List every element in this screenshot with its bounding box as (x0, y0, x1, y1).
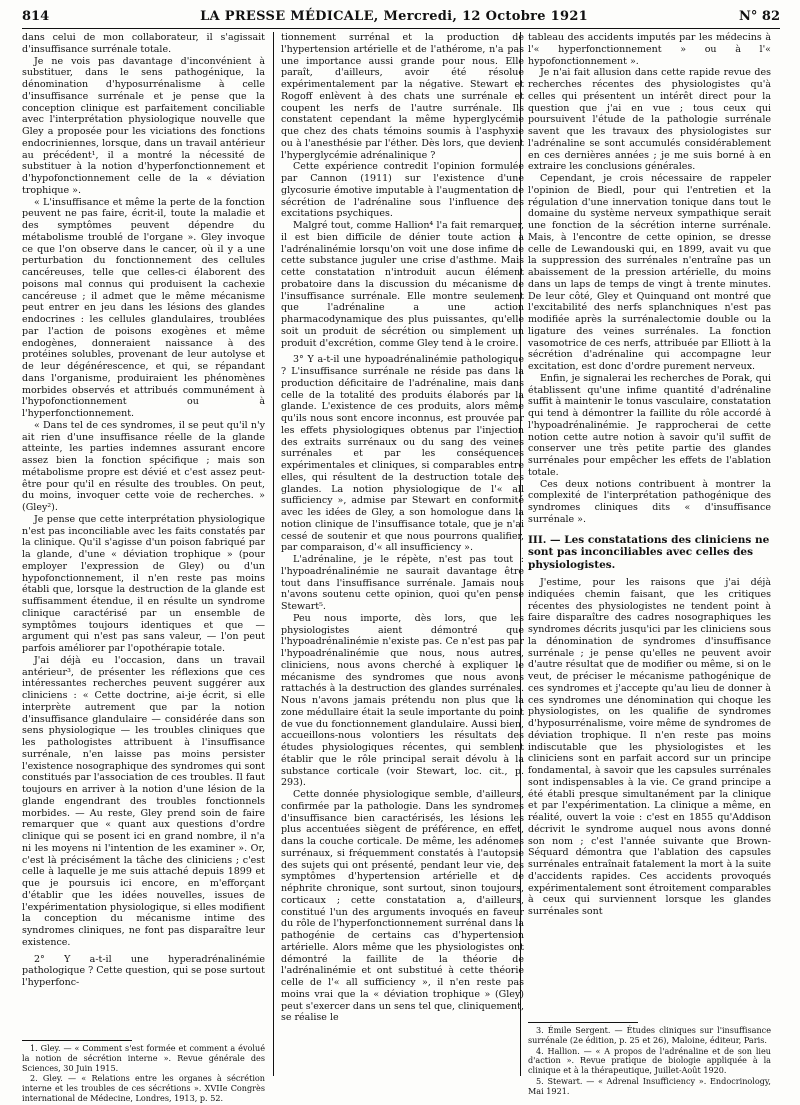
paragraph: L'adrénaline, je le répète, n'est pas tout : l'hypoadrénalinémie ne saurait davantage être tout dans l'insuffisance surrénale. Jamais nous n'avons soutenu cette opinion, quoi qu'en pense Stewart⁵. (281, 554, 524, 612)
footnote-rule (22, 1040, 132, 1041)
subsection-paragraph: 3° Y a-t-il une hypoadrénalinémie pathologique ? L'insuffisance surrénale ne réside pas dans la production déficitaire de l'adrénaline, mais dans celle de la totalité des produits élaborés par la glande. L'existence de ces produits, alors même qu'ils nous sont encore inconnus, est prouvée par les effets physiologiques obtenus par l'injection des extraits surrénaux ou du sang des veines surrénales et par les conséquences expérimentales et cliniques, si comparables entre elles, qui résultent de la destruction totale des glandes. La notion physiologique de l'« all sufficiency », admise par Stewart en conformité avec les idées de Gley, a son homologue dans la notion clinique de l'insuffisance totale, que je n'ai cessé de soutenir et que nous pourrons qualifier, par comparaison, d'« all insufficiency ». (281, 354, 524, 554)
footnote: 3. Émile Sergent. — Études cliniques sur l'insuffisance surrénale (2e édition, p. 25 et 26), Maloine, éditeur, Paris. (528, 1025, 771, 1045)
paragraph: « Dans tel de ces syndromes, il se peut qu'il n'y ait rien d'une insuffisance réelle de la glande atteinte, les parties indemnes assurant encore assez bien la fonction spécifique ; mais son métabolisme propre est dévié et c'est assez peut-être pour qu'il en résulte des troubles. On peut, du moins, invoquer cette voie de recherches. » (Gley²). (22, 419, 265, 513)
paragraph: Je pense que cette interprétation physiologique n'est pas inconciliable avec les faits constatés par la clinique. Qu'il s'agisse d'un poison fabriqué par la glande, d'une « déviation trophique » (pour employer l'expression de Gley) ou d'un hypofonctionnement, il n'en reste pas moins établi que, lorsque la destruction de la glande est suffisamment étendue, il en résulte un syndrome clinique caractérisé par un ensemble de symptômes toujours identiques et que — argument qui n'est pas sans valeur, — l'on peut parfois améliorer par l'opothérapie totale. (22, 513, 265, 654)
column-2 (281, 32, 524, 1072)
paragraph: J'estime, pour les raisons que j'ai déjà indiquées chemin faisant, que les critiques récentes des physiologistes ne tendent point à faire disparaître des cadres nosographiques les syndromes décrits jusqu'ici par les cliniciens sous la dénomination de syndromes d'insuffisance surrénale ; je pense qu'elles ne peuvent avoir d'autre résultat que de modifier ou même, si on le veut, de préciser le mécanisme pathogénique de ces syndromes et j'accepte qu'au lieu de donner à ces syndromes une dénomination qui choque les physiologistes, on les qualifie de syndromes d'hyposurrénalisme, voire même de syndromes de déviation trophique. Il n'en reste pas moins indiscutable que les physiologistes et les cliniciens sont en parfait accord sur un principe fondamental, à savoir que les capsules surrénales sont indispensables à la vie. Ce grand principe a été établi presque simultanément par la clinique et par l'expérimentation. La clinique a même, en réalité, ouvert la voie : c'est en 1855 qu'Addison décrivit le syndrome auquel nous avons donné son nom ; c'est l'année suivante que Brown-Séquard démontra que l'ablation des capsules surrénales entraînait fatalement la mort à la suite d'accidents rapides. Ces accidents provoqués expérimentalement sont étroitement comparables à ceux qui surviennent lorsque les glandes surrénales sont (528, 577, 771, 917)
column-1 (22, 32, 265, 1047)
subsection-paragraph: 2° Y a-t-il une hyperadrénalinémie pathologique ? Cette question, qui se pose surtout l'hyperfonc- (22, 953, 265, 988)
paragraph: tionnement surrénal et la production de l'hypertension artérielle et de l'athérome, n'a pas une importance aussi grande pour nous. Elle paraît, d'ailleurs, avoir été résolue expérimentalement par la négative. Stewart et Rogoff enlèvent à des chats une surrénale et coupent les nerfs de l'autre surrénale. Ils constatent cependant la même hyperglycémie que chez des chats témoins soumis à l'asphyxie ou à l'anesthésie par l'éther. Dès lors, que devient l'hyperglycémie adrénalinique ? (281, 32, 524, 161)
paragraph: J'ai déjà eu l'occasion, dans un travail antérieur³, de présenter les réflexions que ces intéressantes recherches peuvent suggérer aux cliniciens : « Cette doctrine, ai-je écrit, si elle interprète autrement que par la notion d'insuffisance glandulaire — considérée dans son sens physiologique — les troubles cliniques que les pathologistes attribuent à l'insuffisance surrénale, n'en laisse pas moins persister l'existence nosographique des syndromes qui sont constitués par l'association de ces troubles. Il faut toujours en arriver à la notion d'une lésion de la glande engendrant des troubles fonctionnels morbides. — Au reste, Gley prend soin de faire remarquer que « quant aux questions d'ordre clinique qui se posent ici en grand nombre, il n'a ni les moyens ni l'intention de les examiner ». Or, c'est là précisément la tâche des cliniciens ; c'est celle à laquelle je me suis attaché depuis 1899 et que je poursuis ici encore, en m'efforçant d'établir que les idées nouvelles, issues de l'expérimentation physiologique, si elles modifient la conception du mécanisme intime des syndromes cliniques, ne font pas disparaître leur existence. (22, 654, 265, 948)
paragraph: « L'insuffisance et même la perte de la fonction peuvent ne pas faire, écrit-il, toute la maladie et des symptômes peuvent dépendre du métabolisme troublé de l'organe ». Gley invoque ce que l'on observe dans le cancer, où il y a une perturbation du fonctionnement des cellules cancéreuses, telle que celles-ci élaborent des poisons mal connus qui produisent la cachexie cancéreuse ; il admet que le même mécanisme peut entrer en jeu dans les lésions des glandes endocrines : les cellules glandulaires, troublées par l'action de poisons exogènes et même endogènes, donneraient naissance à des protéines solubles, provenant de leur autolyse et de leur dégénérescence, et qui, se répandant dans l'organisme, produiraient les phénomènes morbides observés et attribués communément à l'hypofonctionnement ou à l'hyperfonctionnement. (22, 196, 265, 419)
issue-number: N° 82 (738, 8, 780, 24)
paragraph: dans celui de mon collaborateur, il s'agissait d'insuffisance surrénale totale. (22, 32, 265, 55)
footnote: 5. Stewart. — « Adrenal Insufficiency ». Endocrinology, Mai 1921. (528, 1075, 771, 1096)
footnote: 4. Hallion. — « A propos de l'adrénaline et de son lieu d'action ». Revue pratique de biologie appliquée à la clinique et à la thérapeutique, Juillet-Août 1920. (528, 1045, 771, 1076)
footnote-rule (528, 1022, 638, 1023)
paragraph: Enfin, je signalerai les recherches de Porak, qui établissent qu'une infime quantité d'adrénaline suffit à maintenir le tonus vasculaire, constatation qui tend à démontrer la faillite du rôle accordé à l'hypoadrénalinémie. Je rapprocherai de cette notion cette autre notion à savoir qu'il suffit de conserver une très petite partie des glandes surrénales pour empêcher les effets de l'ablation totale. (528, 372, 771, 478)
paragraph: Malgré tout, comme Hallion⁴ l'a fait remarquer, il est bien difficile de dénier toute action à l'adrénalinémie lorsqu'on voit une dose infime de cette substance juguler une crise d'asthme. Mais cette constatation n'introduit aucun élément probatoire dans la discussion du mécanisme de l'insuffisance surrénale. Elle montre seulement que l'adrénaline a une action pharmacodynamique des plus puissantes, qu'elle soit un produit de sécrétion ou simplement un produit d'excrétion, comme Gley tend à le croire. (281, 220, 524, 349)
paragraph: Cette expérience contredit l'opinion formulée par Cannon (1911) sur l'existence d'une glycosurie émotive imputable à l'augmentation de sécrétion de l'adrénaline sous l'influence des excitations psychiques. (281, 161, 524, 220)
paragraph: Je ne vois pas davantage d'inconvénient à substituer, dans le sens pathogénique, la dénomination d'hyposurrénalisme à celle d'insuffisance surrénale et je pense que la conception clinique est parfaitement conciliable avec l'interprétation physiologique nouvelle que Gley a proposée pour les viciations des fonctions endocriniennes, lorsque, dans un travail antérieur au précédent¹, il a montré la nécessité de substituer à la notion d'hyperfonctionnement et d'hypofonctionnement celle de la « déviation trophique ». (22, 55, 265, 196)
paragraph: Cette donnée physiologique semble, d'ailleurs, confirmée par la pathologie. Dans les syndromes d'insuffisance bien caractérisés, les lésions les plus accentuées siègent de préférence, en effet, dans la couche corticale. De même, les adénomes surrénaux, si fréquemment constatés à l'autopsie des sujets qui ont présenté, pendant leur vie, des symptômes d'hypertension artérielle et de néphrite chronique, sont surtout, sinon toujours, corticaux ; cette constatation a, d'ailleurs, constitué l'un des arguments invoqués en faveur du rôle de l'hyperfonctionnement surrénal dans la pathogénie de certains cas d'hypertension artérielle. Alors même que les physiologistes ont démontré la faillite de la théorie de l'adrénalinémie et ont substitué à cette théorie celle de l'« all sufficiency », il n'en reste pas moins vrai que la « déviation trophique » (Gley) peut s'exercer dans un sens tel que, cliniquement, se réalise le (281, 789, 524, 1024)
footnote: 2. Gley. — « Relations entre les organes à sécrétion interne et les troubles de ces sécrétions ». XVIIe Congrès international de Médecine, Londres, 1913, p. 52. (22, 1073, 265, 1103)
paragraph: Ces deux notions contribuent à montrer la complexité de l'interprétation pathogénique des syndromes cliniques dits « d'insuffisance surrénale ». (528, 478, 771, 525)
page-number: 814 (22, 8, 50, 24)
column-divider (273, 32, 274, 1076)
footnotes-column-3 (528, 1022, 771, 1098)
paragraph: Cependant, je crois nécessaire de rappeler l'opinion de Biedl, pour qui l'entretien et la régulation d'une innervation tonique dans tout le domaine du système nerveux sympathique serait une fonction de la sécrétion interne surrénale. Mais, à l'encontre de cette opinion, se dresse celle de Lewandouski qui, en 1899, avait vu que la suppression des surrénales n'entraîne pas un abaissement de la pression artérielle, du moins dans un laps de temps de vingt à trente minutes. De leur côté, Gley et Quinquand ont montré que l'excitabilité des nerfs splanchniques n'est pas modifiée après la surrénalectomie double ou la ligature des veines surrénales. La fonction vasomotrice de ces nerfs, attribuée par Elliott à la sécrétion d'adrénaline qui accompagne leur excitation, est donc d'ordre purement nerveux. (528, 173, 771, 372)
header-rule (22, 28, 780, 29)
footnote: 1. Gley. — « Comment s'est formée et comment a évolué la notion de sécrétion interne ». Revue générale des Sciences, 30 Juin 1915. (22, 1043, 265, 1073)
section-heading: III. — Les constatations des cliniciens ne sont pas inconciliables avec celles des physiologistes. (528, 533, 770, 571)
column-3 (528, 32, 771, 1072)
paragraph: tableau des accidents imputés par les médecins à l'« hyperfonctionnement » ou à l'« hypofonctionnement ». (528, 32, 771, 67)
footnotes-column-1 (22, 1040, 265, 1105)
paragraph: Je n'ai fait allusion dans cette rapide revue des recherches récentes des physiologistes qu'à celles qui présentent un intérêt direct pour la question que j'ai en vue ; tous ceux qui poursuivent l'étude de la pathologie surrénale savent que les travaux des physiologistes sur l'adrénaline se sont accumulés considérablement en ces dernières années ; je me suis borné à en extraire les conclusions générales. (528, 67, 771, 173)
page-header (22, 6, 780, 26)
journal-title: LA PRESSE MÉDICALE, Mercredi, 12 Octobre 1921 (200, 8, 589, 24)
paragraph: Peu nous importe, dès lors, que les physiologistes aient démontré que l'hypoadrénalinémie n'existe pas. Ce n'est pas par l'hypoadrénalinémie que nous, nous autres, cliniciens, nous avons cherché à expliquer le mécanisme des syndromes que nous avons rattachés à la destruction des glandes surrénales. Nous n'avons jamais prétendu non plus que la zone médullaire était la seule importante du point de vue du fonctionnement glandulaire. Aussi bien, accueillons-nous volontiers les résultats des études physiologiques récentes, qui semblent établir que le rôle principal serait dévolu à la substance corticale (voir Stewart, loc. cit., p. 293). (281, 612, 524, 789)
